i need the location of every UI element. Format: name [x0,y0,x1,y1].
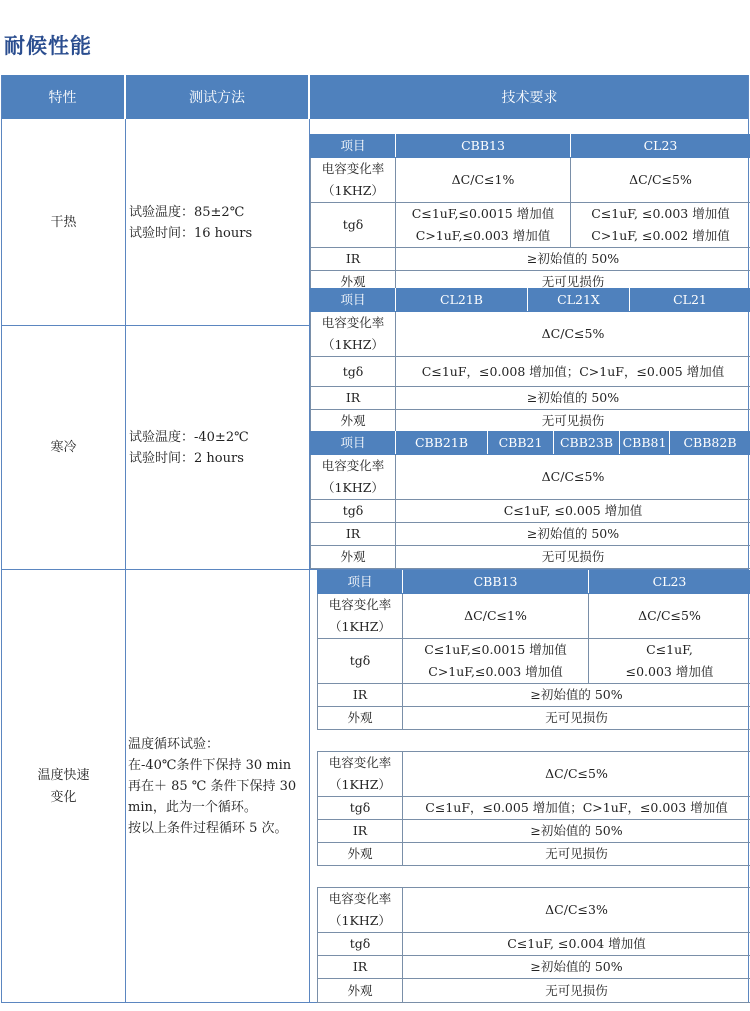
table-row: tgδ C≤1uF, ≤0.005 增加值 [311,500,750,523]
header-method: 测试方法 [126,75,308,119]
method-thermal-shock: 温度循环试验： 在-40℃条件下保持 30 min 再在＋ 85 ℃ 条件下保持 30 min，此为一个循环。 按以上条件过程循环 5 次。 [128,737,297,836]
table-row: 外观 无可见损伤 [318,979,750,1003]
table-row: 电容变化率（1KHZ） ΔC/C≤5% [311,455,750,500]
table-spacer-row [318,730,750,752]
feature-thermal-shock: 温度快速 变化 [37,767,90,805]
table-row: IR ≥初始值的 50% [311,523,750,546]
table-row: 外观 无可见损伤 [318,707,750,730]
table-row: 电容变化率（1KHZ） ΔC/C≤1% ΔC/C≤5% [318,594,750,639]
spec-table-cbb21 [310,431,750,569]
header-feature: 特性 [1,75,124,119]
table-spacer-row [318,866,750,888]
table-row: IR ≥初始值的 50% [318,684,750,707]
table-row: tgδ C≤1uF，≤0.008 增加值；C>1uF，≤0.005 增加值 [311,357,750,387]
feature-dry-heat: 干热 [50,214,77,230]
table-row: 电容变化率（1KHZ） ΔC/C≤5% [318,752,750,797]
table-row: 外观 无可见损伤 [318,843,750,866]
table-header-row: 项目 CBB13 CL23 [311,135,750,158]
table-row: IR ≥初始值的 50% [318,956,750,979]
table-header-row: 项目 CL21B CL21X CL21 [311,289,750,312]
table-row: tgδ C≤1uF, ≤0.004 增加值 [318,933,750,956]
table-header-row: 项目 CBB21B CBB21 CBB23B CBB81 CBB82B [311,432,750,455]
table-row: 外观 无可见损伤 [311,546,750,569]
spec-table-thermal-shock [317,570,750,1003]
table-row: IR ≥初始值的 50% [311,387,750,410]
spec-table-cbb13-cl23 [310,134,750,294]
spec-table-cl21 [310,288,750,433]
table-row: 电容变化率（1KHZ） ΔC/C≤3% [318,888,750,933]
table-header-row: 项目 CBB13 CL23 [318,571,750,594]
method-dry-heat: 试验温度：85±2℃ 试验时间：16 hours [129,204,253,241]
table-row: tgδ C≤1uF,≤0.0015 增加值 C>1uF,≤0.003 增加值 C≤1uF, ≤0.003 增加值 [318,639,750,684]
method-cold: 试验温度：-40±2℃ 试验时间：2 hours [129,429,249,466]
table-row: IR ≥初始值的 50% [318,820,750,843]
page-title: 耐候性能 [4,34,92,58]
table-row: tgδ C≤1uF,≤0.0015 增加值 C>1uF,≤0.003 增加值 C≤1uF, ≤0.003 增加值 C>1uF, ≤0.002 增加值 [311,203,750,248]
table-row: 外观 无可见损伤 [311,271,750,294]
table-row: 电容变化率（1KHZ） ΔC/C≤1% ΔC/C≤5% [311,158,750,203]
feature-cold: 寒冷 [50,439,77,455]
table-row: IR ≥初始值的 50% [311,248,750,271]
table-row: 电容变化率（1KHZ） ΔC/C≤5% [311,312,750,357]
header-requirement: 技术要求 [310,75,749,119]
table-row: tgδ C≤1uF，≤0.005 增加值；C>1uF，≤0.003 增加值 [318,797,750,820]
table-row: 外观 无可见损伤 [311,410,750,433]
